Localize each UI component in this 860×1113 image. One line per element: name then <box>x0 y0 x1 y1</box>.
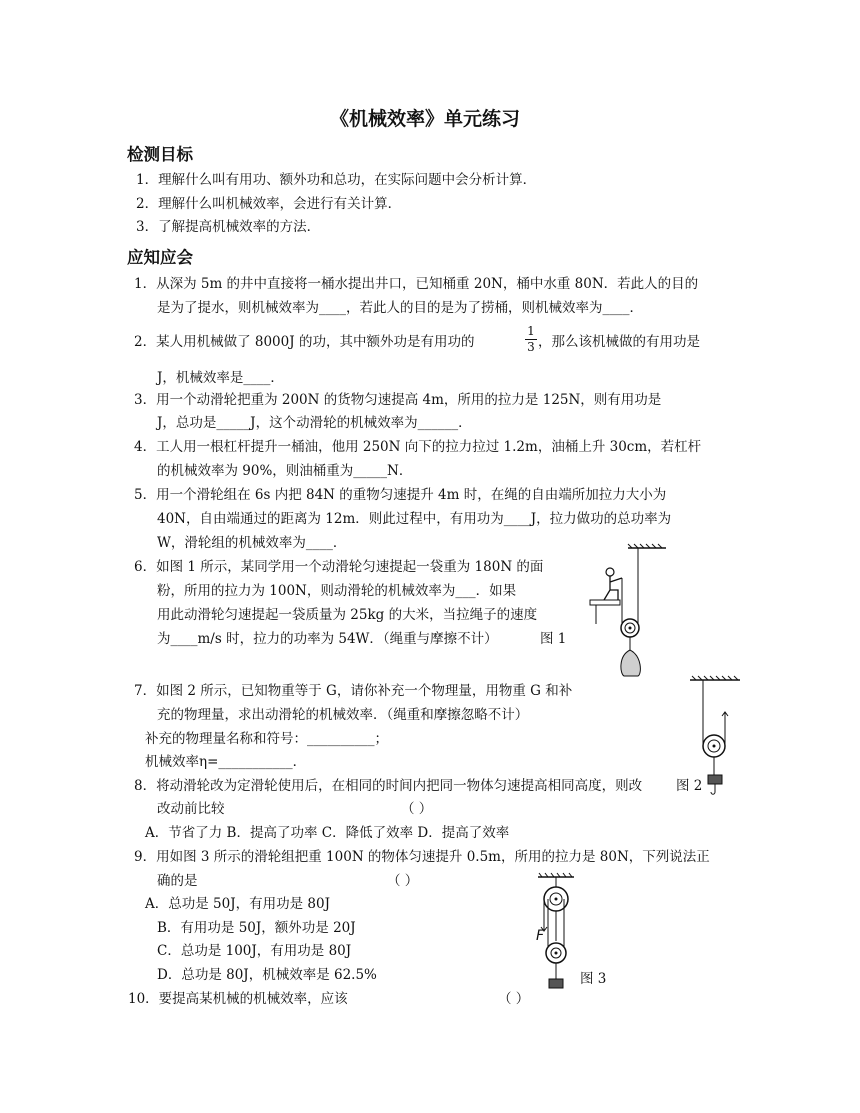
question-10-line: 10．要提高某机械的机械效率，应该 <box>128 991 348 1007</box>
question-4-line: 的机械效率为 90%，则油桶重为_____N． <box>157 463 413 479</box>
answer-bracket: （ ） <box>498 991 530 1007</box>
figure-3-label: 图 3 <box>580 971 607 987</box>
option-a: A．总功是 50J，有用功是 80J <box>145 896 331 912</box>
fraction-one-third <box>525 325 537 354</box>
answer-bracket: （ ） <box>387 873 419 889</box>
question-6-line: 粉，所用的拉力为 100N，则动滑轮的机械效率为___．如果 <box>157 583 517 599</box>
question-8-line: 8．将动滑轮改为定滑轮使用后，在相同的时间内把同一物体匀速提高相同高度，则改 <box>134 778 643 794</box>
question-9-line: 确的是 <box>157 873 198 889</box>
question-7-line: 补充的物理量名称和符号：__________； <box>145 731 388 747</box>
figure-2-label: 图 2 <box>676 778 703 794</box>
fraction-denominator: 3 <box>527 340 535 354</box>
question-7-line: 充的物理量，求出动滑轮的机械效率．（绳重和摩擦忽略不计） <box>157 707 529 723</box>
question-9-line: 9．用如图 3 所示的滑轮组把重 100N 的物体匀速提升 0.5m，所用的拉力是 80N，下列说法正 <box>134 849 710 865</box>
question-8-options: A．节省了力 B．提高了功率 C．降低了效率 D．提高了效率 <box>145 825 510 841</box>
question-2-line: 2．某人用机械做了 8000J 的功，其中额外功是有用功的 <box>134 334 475 350</box>
question-6-line: 用此动滑轮匀速提起一袋质量为 25kg 的大米，当拉绳子的速度 <box>157 607 538 623</box>
question-6-line: 为____m/s 时，拉力的功率为 54W．（绳重与摩擦不计） <box>157 631 498 647</box>
question-5-line: 40N，自由端通过的距离为 12m．则此过程中，有用功为____J，拉力做功的总功率为 <box>157 511 672 527</box>
figure-1-label: 图 1 <box>540 631 567 647</box>
force-label: F <box>536 928 545 944</box>
question-5-line: 5．用一个滑轮组在 6s 内把 84N 的重物匀速提升 4m 时，在绳的自由端所加拉力大小为 <box>134 487 667 503</box>
goal-item: 2．理解什么叫机械效率，会进行有关计算． <box>136 196 402 212</box>
option-b: B．有用功是 50J，额外功是 20J <box>157 920 356 936</box>
fraction-numerator: 1 <box>527 324 535 338</box>
question-4-line: 4．工人用一根杠杆提升一桶油，他用 250N 向下的拉力拉过 1.2m，油桶上升 30cm，若杠杆 <box>134 439 702 455</box>
question-1-line: 是为了提水，则机械效率为____，若此人的目的是为了捞桶，则机械效率为____． <box>157 300 643 316</box>
figure-1-pulley-illustration <box>588 544 668 684</box>
question-3-line: 3．用一个动滑轮把重为 200N 的货物匀速提高 4m，所用的拉力是 125N，则有用功是 <box>134 392 662 408</box>
section-heading-practice: 应知应会 <box>127 248 193 267</box>
question-2-line: J，机械效率是____． <box>157 370 284 386</box>
question-8-line: 改动前比较 <box>157 801 225 817</box>
question-7-line: 7．如图 2 所示，已知物重等于 G，请你补充一个物理量，用物重 G 和补 <box>134 683 573 699</box>
question-5-line: W，滑轮组的机械效率为____． <box>157 535 347 551</box>
section-heading-goals: 检测目标 <box>127 145 193 164</box>
answer-bracket: （ ） <box>401 801 433 817</box>
question-3-line: J，总功是_____J，这个动滑轮的机械效率为______． <box>157 415 472 431</box>
option-d: D．总功是 80J，机械效率是 62.5% <box>157 967 377 983</box>
question-7-line: 机械效率η=___________． <box>145 754 307 770</box>
question-1-line: 1．从深为 5m 的井中直接将一桶水提出井口，已知桶重 20N，桶中水重 80N．若此人的目的 <box>134 276 699 292</box>
goal-item: 1．理解什么叫有用功、额外功和总功，在实际问题中会分析计算． <box>136 172 537 188</box>
option-c: C．总功是 100J，有用功是 80J <box>157 943 352 959</box>
goal-item: 3．了解提高机械效率的方法． <box>136 219 321 235</box>
question-2-line: ，那么该机械做的有用功是 <box>538 334 700 350</box>
question-6-line: 6．如图 1 所示，某同学用一个动滑轮匀速提起一袋重为 180N 的面 <box>134 559 544 575</box>
page-title: 《机械效率》单元练习 <box>330 108 521 130</box>
